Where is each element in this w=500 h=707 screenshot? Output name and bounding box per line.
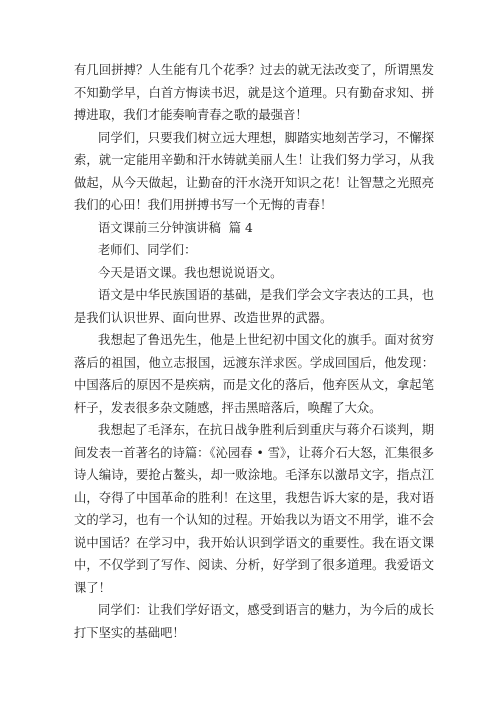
paragraph: 有几回拼搏？人生能有几个花季？过去的就无法改变了，所谓黑发不知勤学早，白首方悔读书迟，就是这个道理。只有勤奋求知、拼搏进取，我们才能奏响青春之歌的最强音！	[74, 63, 434, 122]
closing-paragraph: 同学们：让我们学好语文，感受到语言的魅力，为今后的成长打下坚实的基础吧！	[74, 603, 434, 640]
section-title: 语文课前三分钟演讲稿 篇 4	[98, 220, 253, 235]
document-body	[74, 59, 434, 644]
paragraph: 我想起了毛泽东，在抗日战争胜利后到重庆与蒋介石谈判，期间发表一首著名的诗篇：《沁园春 • 雪》，让蒋介石大怒，汇集很多诗人编诗，要抢占鳌头，却一败涂地。毛泽东以激昂文字，指点江山，夺得了中国革命的胜利！在这里，我想告诉大家的是，我对语文的学习，也有一个认知的过程。开始我以为语文不用学，谁不会说中国话？在学习中，我开始认识到学语文的重要性。我在语文课中，不仅学到了写作、阅读、分析，好学到了很多道理。我爱语文课了！	[74, 423, 434, 595]
paragraph: 语文是中华民族国语的基础，是我们学会文字表达的工具，也是我们认识世界、面向世界、改造世界的武器。	[74, 288, 434, 325]
paragraph: 今天是语文课。我也想说说语文。	[98, 265, 283, 280]
salutation: 老师们、同学们：	[98, 243, 197, 257]
paragraph: 同学们，只要我们树立远大理想，脚踏实地刻苦学习，不懈探索，就一定能用辛勤和汗水铸就美丽人生！让我们努力学习，从我做起，从今天做起，让勤奋的汗水浇开知识之花！让智慧之光照亮我们的心田！我们用拼搏书写一个无悔的青春！	[74, 130, 434, 212]
paragraph: 我想起了鲁迅先生，他是上世纪初中国文化的旗手。面对贫穷落后的祖国，他立志报国，远渡东洋求医。学成回国后，他发现：中国落后的原因不是疾病，而是文化的落后，他弃医从文，拿起笔杆子，发表很多杂文随感，抨击黑暗落后，唤醒了大众。	[74, 333, 434, 415]
